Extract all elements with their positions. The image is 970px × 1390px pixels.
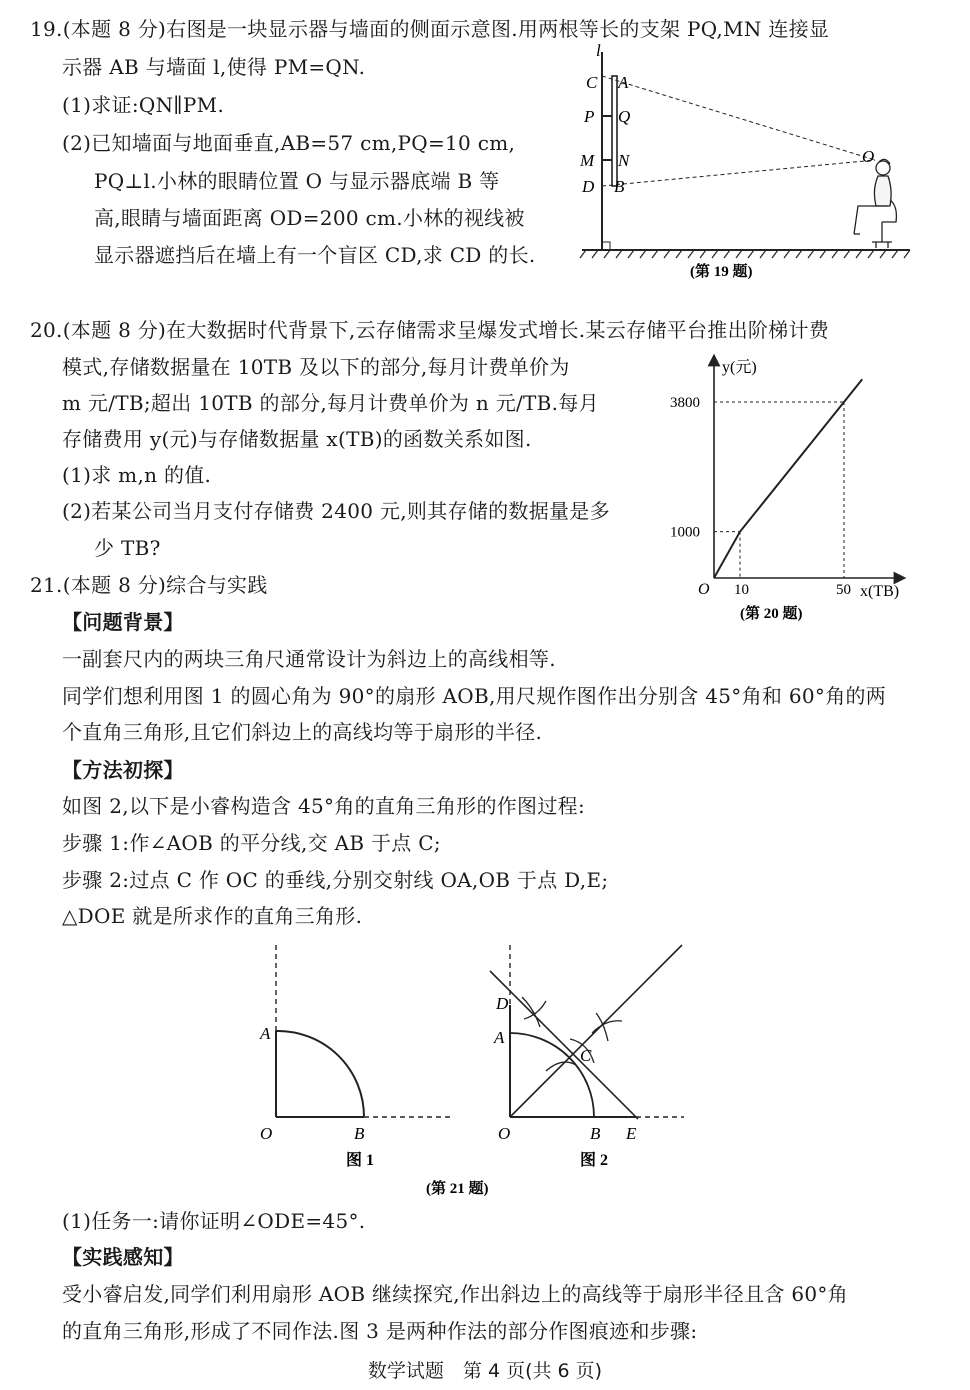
q20-line4: 存储费用 y(元)与存储数据量 x(TB)的函数关系如图. <box>62 427 532 451</box>
q19-figure <box>570 40 920 285</box>
fig19-label-m: M <box>580 151 595 170</box>
fig2-label-a: A <box>494 1028 505 1047</box>
fig20-caption: (第 20 题) <box>740 606 803 622</box>
fig1-label-o: O <box>260 1124 273 1143</box>
method-line2: 步骤 1:作∠AOB 的平分线,交 AB 于点 C; <box>62 831 441 855</box>
fig2-caption: 图 2 <box>580 1152 609 1169</box>
q19-line4: (2)已知墙面与地面垂直,AB=57 cm,PQ=10 cm, <box>62 131 516 155</box>
q20-line5: (1)求 m,n 的值. <box>62 463 212 487</box>
q20-line3: m 元/TB;超出 10TB 的部分,每月计费单价为 n 元/TB.每月 <box>62 391 599 415</box>
fig19-label-d: D <box>582 177 595 196</box>
bisector-line <box>510 945 682 1117</box>
monitor <box>612 76 617 186</box>
ground-hatch <box>580 250 910 258</box>
x-axis-label: x(TB) <box>860 583 900 600</box>
fig19-label-o: O <box>862 147 875 166</box>
y-tick-1000: 1000 <box>670 524 700 541</box>
q19-line3: (1)求证:QN∥PM. <box>62 93 225 117</box>
fig1-label-a: A <box>260 1024 271 1043</box>
q20-chart <box>670 350 920 625</box>
fig1-caption: 图 1 <box>346 1152 375 1169</box>
method-line3: 步骤 2:过点 C 作 OC 的垂线,分别交射线 OA,OB 于点 D,E; <box>62 868 609 892</box>
series-line <box>714 379 862 578</box>
q19-line7: 显示器遮挡后在墙上有一个盲区 CD,求 CD 的长. <box>94 243 536 267</box>
fig19-label-l: l <box>596 41 601 60</box>
person-icon <box>854 159 896 248</box>
q21-line1: 21.(本题 8 分)综合与实践 <box>30 573 268 597</box>
task1-line: (1)任务一:请你证明∠ODE=45°. <box>62 1209 366 1233</box>
fig19-label-n: N <box>618 151 630 170</box>
figure-2 <box>490 945 684 1169</box>
practice-heading: 【实践感知】 <box>62 1245 184 1269</box>
fig19-label-p: P <box>584 107 595 126</box>
fig2-label-d: D <box>496 994 509 1013</box>
sight-line-bottom <box>602 160 875 186</box>
q20-line6: (2)若某公司当月支付存储费 2400 元,则其存储的数据量是多 <box>62 499 610 523</box>
fig2-label-c: C <box>580 1046 592 1065</box>
background-line3: 个直角三角形,且它们斜边上的高线均等于扇形的半径. <box>62 720 543 744</box>
x-tick-50: 50 <box>836 582 851 598</box>
q20-line7: 少 TB? <box>94 536 161 560</box>
fig19-label-b: B <box>614 177 625 196</box>
fig19-label-q: Q <box>618 107 631 126</box>
practice-line1: 受小睿启发,同学们利用扇形 AOB 继续探究,作出斜边上的高线等于扇形半径且含 60°角 <box>62 1282 848 1306</box>
fig1-label-b: B <box>354 1124 365 1143</box>
fig19-label-a: A <box>618 73 629 92</box>
page-footer: 数学试题 第 4 页(共 6 页) <box>367 1360 603 1382</box>
method-heading: 【方法初探】 <box>62 758 184 782</box>
q20-line2: 模式,存储数据量在 10TB 及以下的部分,每月计费单价为 <box>62 355 570 379</box>
fig19-caption: (第 19 题) <box>690 264 753 280</box>
fig2-label-e: E <box>626 1124 637 1143</box>
background-line2: 同学们想利用图 1 的圆心角为 90°的扇形 AOB,用尺规作图作出分别含 45°角和 60°角的两 <box>62 684 887 708</box>
fig2-label-o: O <box>498 1124 511 1143</box>
perpendicular-line <box>490 971 638 1119</box>
y-axis-label: y(元) <box>722 359 757 376</box>
q19-line1: 19.(本题 8 分)右图是一块显示器与墙面的侧面示意图.用两根等长的支架 PQ,MN 连接显 <box>30 17 830 41</box>
q21-figures <box>240 935 700 1205</box>
fig19-label-c: C <box>586 73 598 92</box>
y-tick-3800: 3800 <box>670 395 700 411</box>
q19-line5: PQ⊥l.小林的眼睛位置 O 与显示器底端 B 等 <box>94 169 500 193</box>
background-line1: 一副套尺内的两块三角尺通常设计为斜边上的高线相等. <box>62 647 556 671</box>
method-line1: 如图 2,以下是小睿构造含 45°角的直角三角形的作图过程: <box>62 794 585 818</box>
sight-line-top <box>602 76 875 160</box>
background-heading: 【问题背景】 <box>62 610 184 634</box>
q20-line1: 20.(本题 8 分)在大数据时代背景下,云存储需求呈爆发式增长.某云存储平台推出阶梯计费 <box>30 318 830 342</box>
q19-line2: 示器 AB 与墙面 l,使得 PM=QN. <box>62 55 366 79</box>
fig1-arc <box>276 1031 364 1117</box>
right-angle-mark <box>602 242 610 250</box>
q19-line6: 高,眼睛与墙面距离 OD=200 cm.小林的视线被 <box>94 206 525 230</box>
practice-line2: 的直角三角形,形成了不同作法.图 3 是两种作法的部分作图痕迹和步骤: <box>62 1319 698 1343</box>
figure-1 <box>259 945 450 1169</box>
x-tick-10: 10 <box>734 582 749 598</box>
fig21-caption: (第 21 题) <box>426 1181 489 1197</box>
origin-label: O <box>698 581 710 598</box>
method-line4: △DOE 就是所求作的直角三角形. <box>62 904 363 928</box>
fig2-label-b: B <box>590 1124 601 1143</box>
